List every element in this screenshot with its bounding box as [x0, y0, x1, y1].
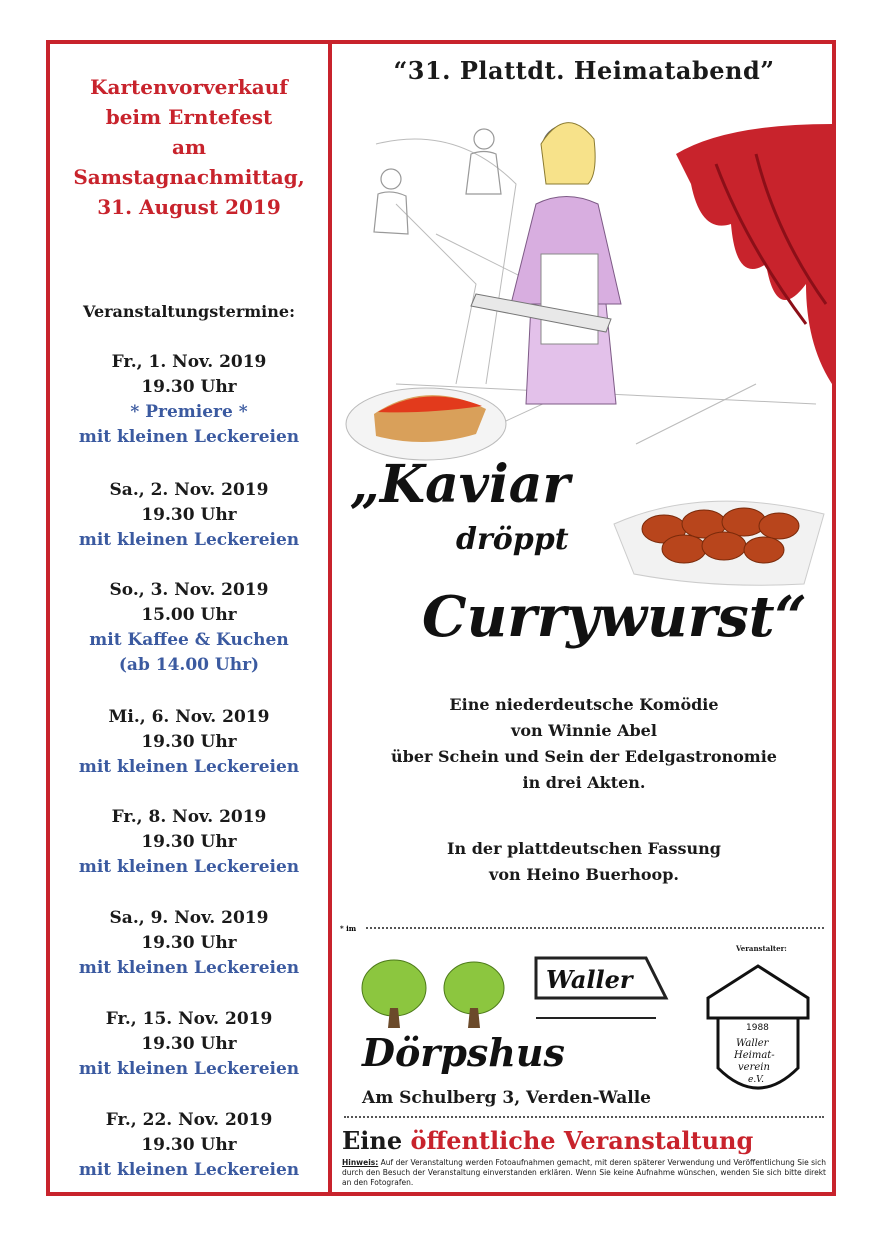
- event-note: mit kleinen Leckereien: [78, 1059, 300, 1079]
- right-column: [336, 44, 832, 1192]
- event-time: 15.00 Uhr: [141, 605, 237, 625]
- seated-figures: [374, 129, 501, 234]
- event-date: So., 3. Nov. 2019: [109, 580, 269, 600]
- event-item: [50, 906, 328, 981]
- play-title-line1: „Kaviar: [350, 454, 570, 515]
- left-column: [50, 44, 332, 1192]
- event-item: [50, 350, 328, 450]
- event-note: mit kleinen Leckereien: [78, 530, 300, 550]
- description-line: über Schein und Sein der Edelgastronomie: [391, 747, 777, 766]
- heimatverein-logo: [698, 958, 818, 1108]
- doerpshus-logo: [356, 948, 676, 1084]
- event-note: mit kleinen Leckereien: [78, 427, 300, 447]
- event-time: 19.30 Uhr: [141, 1135, 237, 1155]
- event-note: mit Kaffee & Kuchen: [89, 630, 289, 650]
- event-item: [50, 1108, 328, 1183]
- event-item: [50, 805, 328, 880]
- logo-bottom-text: Dörpshus: [362, 1030, 565, 1075]
- im-label: * im: [340, 924, 357, 933]
- red-curtain: [676, 124, 832, 384]
- event-note: * Premiere *: [130, 402, 248, 422]
- venue-address: Am Schulberg 3, Verden-Walle: [362, 1088, 651, 1108]
- tree-icon: [362, 960, 426, 1028]
- description-line: in drei Akten.: [522, 773, 646, 792]
- event-note: mit kleinen Leckereien: [78, 958, 300, 978]
- event-note: (ab 14.00 Uhr): [118, 655, 260, 675]
- presale-line: Kartenvorverkauf: [90, 75, 288, 99]
- event-note: mit kleinen Leckereien: [78, 857, 300, 877]
- event-item: [50, 578, 328, 678]
- play-title-line2: dröppt: [456, 522, 569, 557]
- public-event-banner: [342, 1126, 753, 1155]
- public-event-part2: öffentliche Veranstaltung: [410, 1126, 754, 1155]
- notice-label: Hinweis:: [342, 1158, 379, 1167]
- event-date: Sa., 9. Nov. 2019: [109, 908, 269, 928]
- event-note: mit kleinen Leckereien: [78, 1160, 300, 1180]
- event-note: mit kleinen Leckereien: [78, 757, 300, 777]
- waitress-illustration: [336, 84, 832, 484]
- description-line: Eine niederdeutsche Komödie: [449, 695, 719, 714]
- event-time: 19.30 Uhr: [141, 377, 237, 397]
- logo-line: verein: [738, 1062, 770, 1073]
- currywurst-plate: [604, 464, 830, 594]
- logo-line: Heimat-: [734, 1050, 775, 1061]
- play-title-line3: Currywurst“: [422, 584, 807, 650]
- dotted-divider: [366, 927, 824, 932]
- presale-notice: [50, 72, 328, 222]
- event-dates-heading: Veranstaltungstermine:: [83, 302, 295, 321]
- event-time: 19.30 Uhr: [141, 732, 237, 752]
- dotted-divider: [344, 1116, 824, 1121]
- event-heading: “31. Plattdt. Heimatabend”: [393, 56, 775, 85]
- event-date: Fr., 1. Nov. 2019: [111, 352, 267, 372]
- play-description: [336, 692, 832, 796]
- tree-icon: [444, 962, 504, 1028]
- event-date: Fr., 22. Nov. 2019: [105, 1110, 273, 1130]
- photo-notice: [342, 1158, 826, 1188]
- organizer-label: Veranstalter:: [736, 944, 787, 953]
- event-time: 19.30 Uhr: [141, 933, 237, 953]
- event-date: Sa., 2. Nov. 2019: [109, 480, 269, 500]
- event-date: Fr., 15. Nov. 2019: [105, 1009, 273, 1029]
- description-line: von Winnie Abel: [511, 721, 657, 740]
- caviar-plate: [346, 388, 506, 460]
- event-time: 19.30 Uhr: [141, 505, 237, 525]
- presale-line: beim Erntefest: [105, 105, 273, 129]
- logo-line: Waller: [736, 1038, 769, 1049]
- presale-line: am: [171, 135, 207, 159]
- event-item: [50, 1007, 328, 1082]
- version-credit: [336, 836, 832, 888]
- logo-line: e.V.: [748, 1075, 764, 1085]
- logo-top-text: Waller: [546, 965, 633, 994]
- event-date: Mi., 6. Nov. 2019: [108, 707, 270, 727]
- logo-year: 1988: [746, 1023, 769, 1033]
- notice-text: Auf der Veranstaltung werden Fotoaufnahmen gemacht, mit deren späterer Verwendung und Veröffentlichung Sie sich durch den Besuch der Veranstaltung einverstanden erklären. Wenn Sie keine Aufnahme wünschen, wenden Sie sich bitte direkt an den Fotografen.: [342, 1158, 826, 1187]
- event-time: 19.30 Uhr: [141, 1034, 237, 1054]
- event-time: 19.30 Uhr: [141, 832, 237, 852]
- version-line: In der plattdeutschen Fassung: [447, 839, 721, 858]
- presale-line: Samstagnachmittag,: [73, 165, 305, 189]
- event-item: [50, 705, 328, 780]
- public-event-part1: Eine: [342, 1126, 411, 1155]
- event-item: [50, 478, 328, 553]
- event-date: Fr., 8. Nov. 2019: [111, 807, 267, 827]
- version-line: von Heino Buerhoop.: [489, 865, 679, 884]
- presale-line: 31. August 2019: [97, 195, 281, 219]
